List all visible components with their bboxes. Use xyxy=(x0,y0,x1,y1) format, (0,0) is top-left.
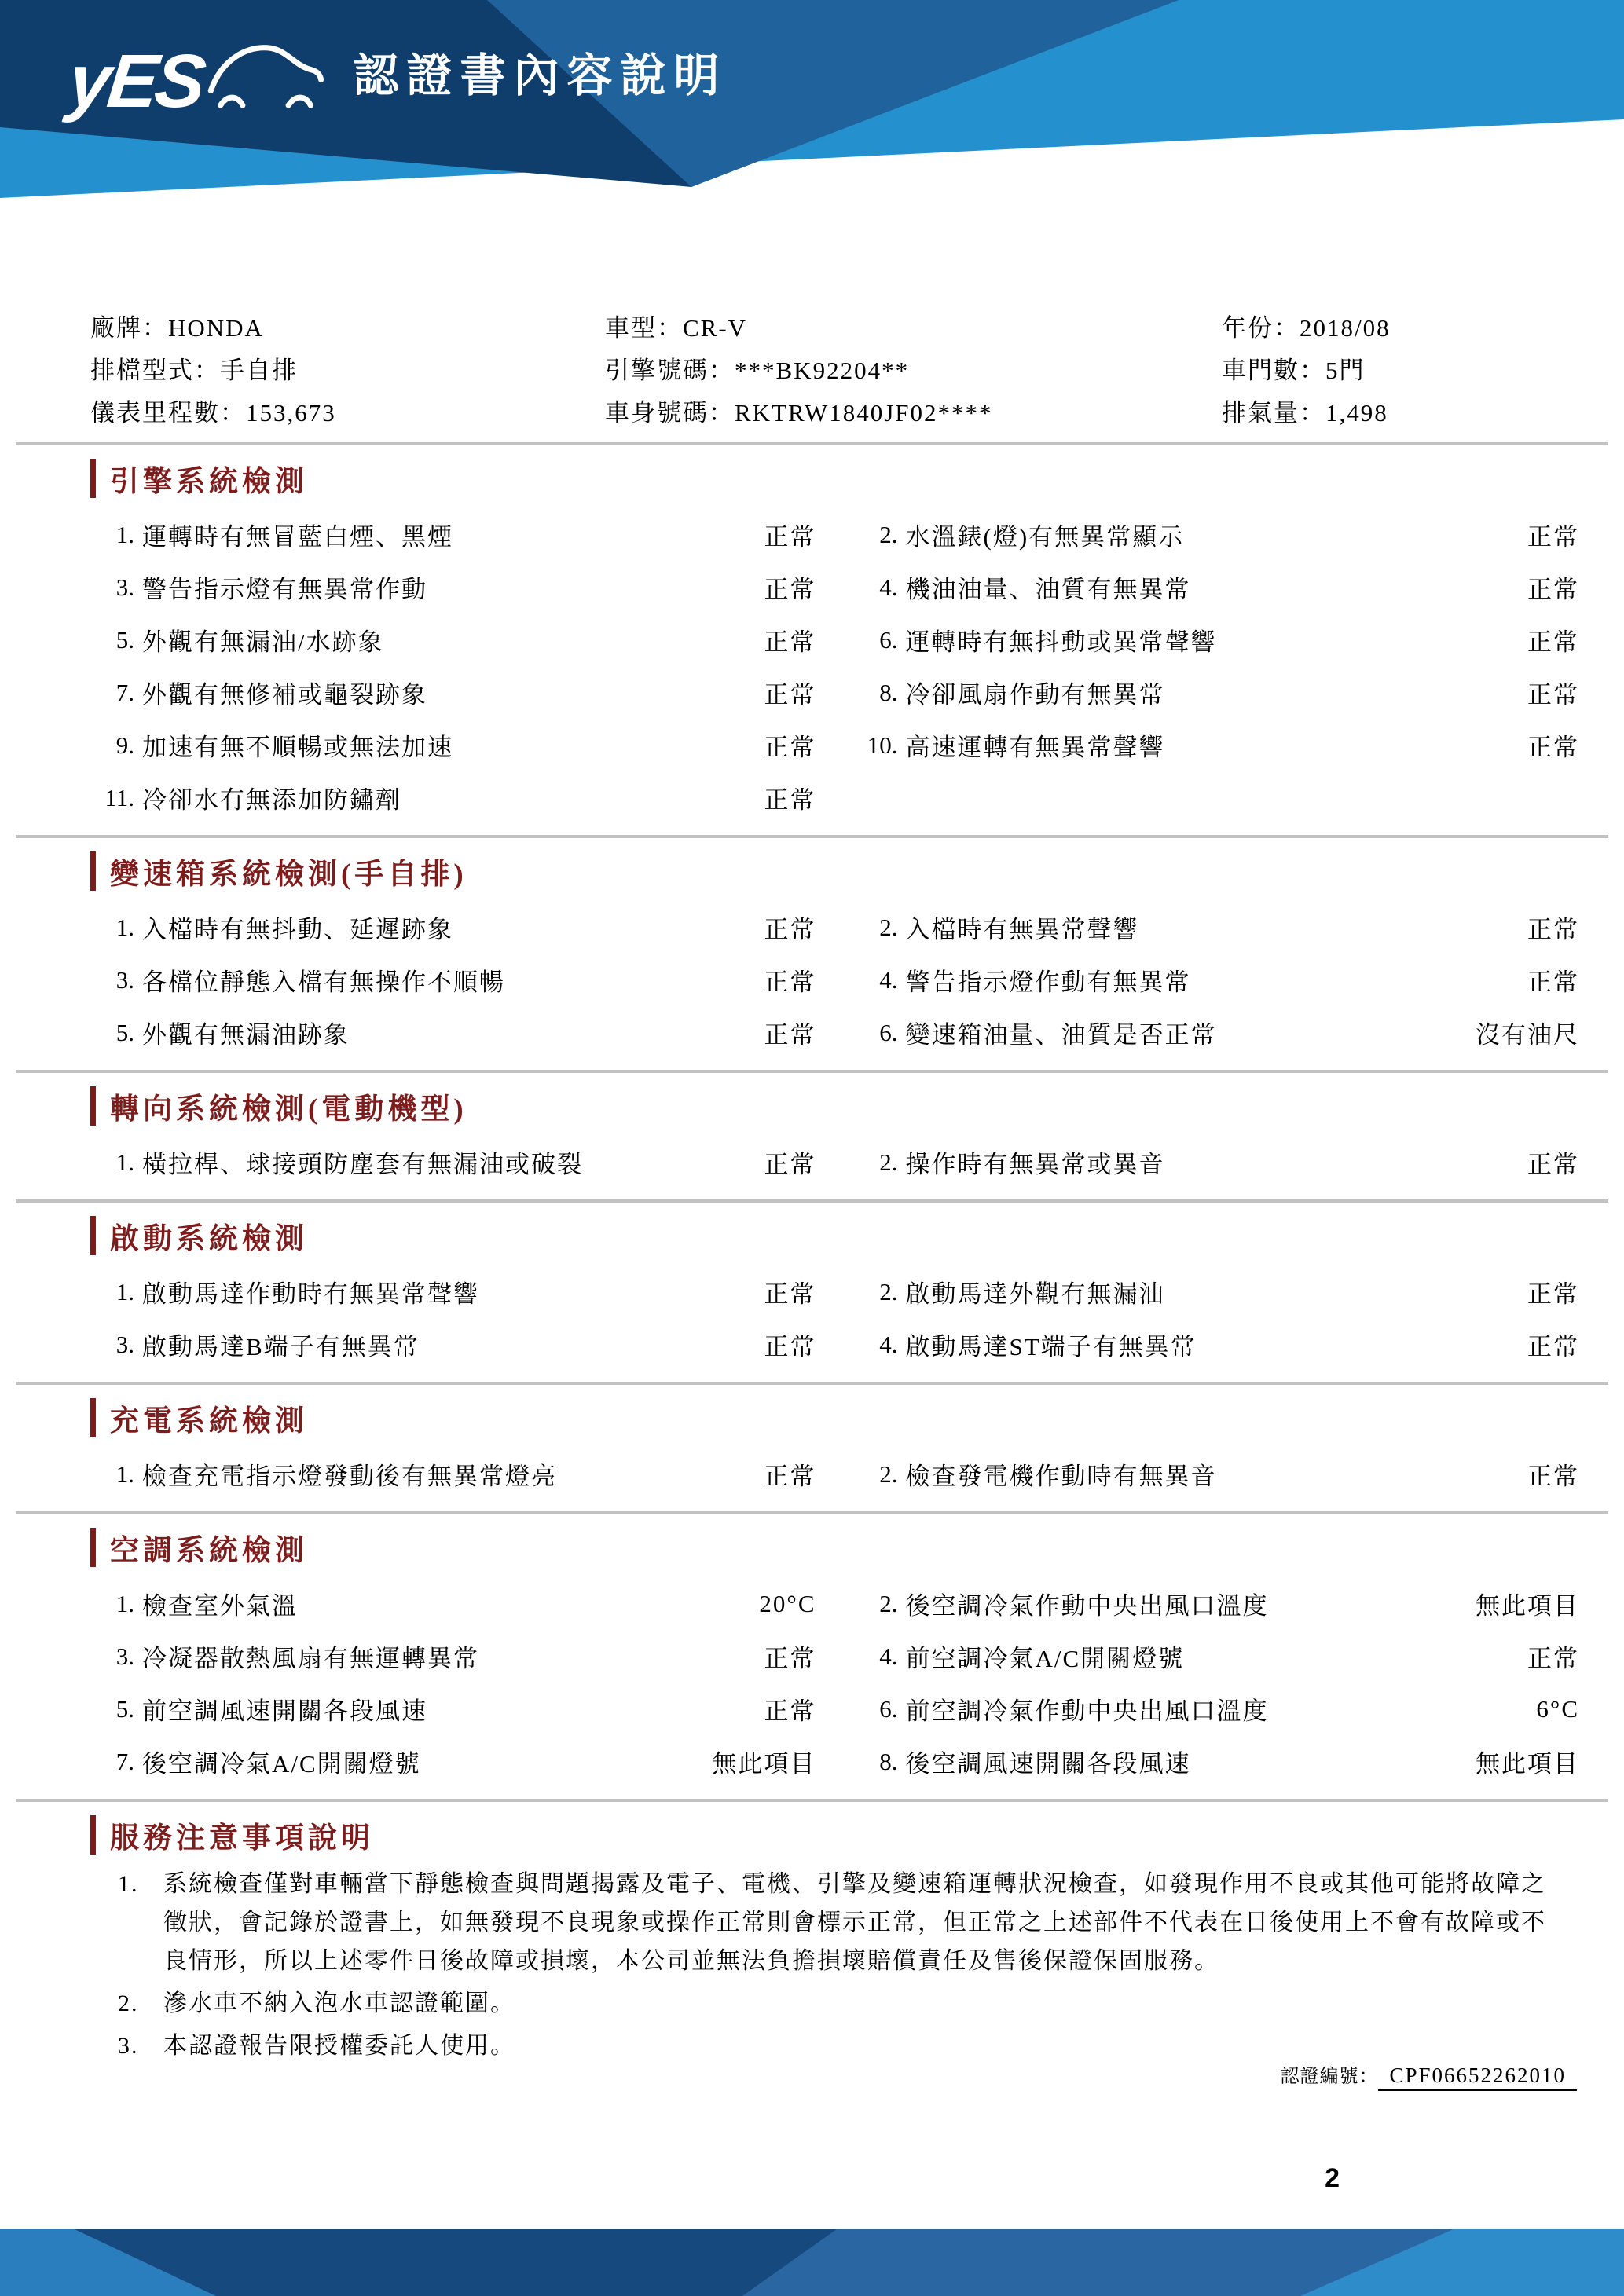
inspection-item xyxy=(854,1265,1580,1318)
item-number: 3. xyxy=(115,1642,134,1670)
item-label: 前空調風速開關各段風速 xyxy=(142,1697,427,1725)
info-field-colon: ： xyxy=(142,314,168,342)
service-notes-section xyxy=(0,1802,1624,2100)
vehicle-info-field xyxy=(90,307,605,350)
item-result: 無此項目 xyxy=(1476,1592,1579,1620)
section-header xyxy=(90,851,1579,892)
item-result: 正常 xyxy=(764,734,816,761)
section-starting xyxy=(0,1203,1624,1382)
item-number: 8. xyxy=(879,1747,898,1775)
car-outline-icon xyxy=(207,37,324,115)
note-text: 本認證報告限授權委託人使用。 xyxy=(163,2033,515,2059)
item-result: 沒有油尺 xyxy=(1476,1021,1579,1049)
item-result: 無此項目 xyxy=(712,1750,816,1778)
info-field-colon: ： xyxy=(1300,357,1325,384)
item-number: 2. xyxy=(879,520,898,548)
section-header xyxy=(90,1397,1579,1438)
item-label: 後空調冷氣A/C開關燈號 xyxy=(142,1750,421,1778)
inspection-item xyxy=(90,1735,816,1788)
vehicle-info-field xyxy=(1222,392,1579,434)
item-result: 正常 xyxy=(1527,1463,1579,1490)
inspection-item xyxy=(854,508,1580,561)
item-number: 2. xyxy=(879,1148,898,1176)
info-field-value: CR-V xyxy=(683,314,748,342)
info-field-colon: ： xyxy=(194,357,220,384)
item-label: 各檔位靜態入檔有無操作不順暢 xyxy=(142,969,505,996)
section-title-charging: 充電系統檢測 xyxy=(110,1405,308,1437)
section-accent-bar xyxy=(90,851,96,891)
inspection-item xyxy=(854,1683,1580,1735)
item-result: 無此項目 xyxy=(1476,1750,1579,1778)
inspection-item xyxy=(854,901,1580,954)
item-label: 後空調冷氣作動中央出風口溫度 xyxy=(905,1592,1269,1620)
inspection-item xyxy=(90,561,816,613)
section-header xyxy=(90,458,1579,499)
inspection-item xyxy=(90,771,816,824)
inspection-items-grid xyxy=(90,1265,1579,1371)
item-number: 2. xyxy=(879,913,898,941)
item-label: 檢查發電機作動時有無異音 xyxy=(905,1463,1217,1490)
item-number: 6. xyxy=(879,1018,898,1046)
item-result: 正常 xyxy=(1527,1280,1579,1308)
vehicle-info-field xyxy=(605,350,1222,392)
section-header xyxy=(90,1814,1579,1855)
vehicle-info-field xyxy=(605,392,1222,434)
item-result: 正常 xyxy=(1527,916,1579,943)
item-label: 運轉時有無冒藍白煙、黑煙 xyxy=(142,523,453,551)
brand-block xyxy=(64,33,728,123)
note-text: 滲水車不納入泡水車認證範圍。 xyxy=(163,1990,515,2016)
item-label: 入檔時有無抖動、延遲跡象 xyxy=(142,916,453,943)
info-field-colon: ： xyxy=(1274,314,1300,342)
vehicle-info-field xyxy=(1222,350,1579,392)
item-result: 正常 xyxy=(764,969,816,996)
inspection-item xyxy=(90,666,816,719)
inspection-item xyxy=(854,561,1580,613)
inspection-item xyxy=(854,954,1580,1006)
notes-list xyxy=(90,1865,1579,2065)
inspection-item xyxy=(90,1683,816,1735)
section-accent-bar xyxy=(90,1528,96,1567)
section-accent-bar xyxy=(90,1398,96,1437)
item-label: 操作時有無異常或異音 xyxy=(905,1151,1165,1178)
item-number: 1. xyxy=(115,1148,134,1176)
info-field-value: HONDA xyxy=(168,314,264,342)
item-number: 9. xyxy=(115,731,134,759)
item-label: 水溫錶(燈)有無異常顯示 xyxy=(905,523,1185,551)
section-title-aircon: 空調系統檢測 xyxy=(110,1535,308,1567)
inspection-item xyxy=(854,719,1580,771)
inspection-item xyxy=(90,954,816,1006)
inspection-item xyxy=(854,1630,1580,1683)
vehicle-info-field xyxy=(605,307,1222,350)
info-field-value: 1,498 xyxy=(1325,399,1388,427)
section-transmission xyxy=(0,838,1624,1070)
section-header xyxy=(90,1215,1579,1256)
section-header xyxy=(90,1527,1579,1568)
note-number: 3. xyxy=(118,2033,139,2059)
item-label: 冷卻風扇作動有無異常 xyxy=(905,681,1165,709)
item-result: 6°C xyxy=(1536,1694,1579,1723)
item-number: 1. xyxy=(115,520,134,548)
item-number: 1. xyxy=(115,1459,134,1488)
item-result: 正常 xyxy=(764,1280,816,1308)
item-number: 3. xyxy=(115,1330,134,1358)
item-result: 正常 xyxy=(764,1645,816,1672)
item-label: 運轉時有無抖動或異常聲響 xyxy=(905,628,1217,656)
item-result: 正常 xyxy=(1527,681,1579,709)
item-label: 冷卻水有無添加防鏽劑 xyxy=(142,786,401,814)
item-number: 5. xyxy=(115,625,134,654)
section-accent-bar xyxy=(90,1815,96,1855)
section-engine xyxy=(0,445,1624,835)
info-field-label: 排氣量 xyxy=(1222,399,1300,427)
item-label: 檢查室外氣溫 xyxy=(142,1592,298,1620)
item-result: 正常 xyxy=(764,628,816,656)
item-label: 啟動馬達ST端子有無異常 xyxy=(905,1333,1197,1360)
item-result: 正常 xyxy=(764,576,816,603)
info-field-value: ***BK92204** xyxy=(735,357,910,384)
item-label: 橫拉桿、球接頭防塵套有無漏油或破裂 xyxy=(142,1151,583,1178)
section-title-engine: 引擎系統檢測 xyxy=(110,466,308,498)
item-result: 正常 xyxy=(764,916,816,943)
item-number: 4. xyxy=(879,1330,898,1358)
item-number: 2. xyxy=(879,1459,898,1488)
item-label: 外觀有無漏油/水跡象 xyxy=(142,628,384,656)
item-number: 7. xyxy=(115,1747,134,1775)
item-number: 8. xyxy=(879,678,898,706)
info-field-label: 車門數 xyxy=(1222,357,1300,384)
section-title-notes: 服務注意事項說明 xyxy=(110,1822,374,1855)
inspection-item xyxy=(90,1318,816,1371)
page-title: 認證書內容說明 xyxy=(353,50,728,101)
info-field-colon: ： xyxy=(220,399,246,427)
yes-logo xyxy=(64,37,324,123)
item-result: 正常 xyxy=(764,786,816,814)
item-number: 5. xyxy=(115,1018,134,1046)
item-number: 11. xyxy=(104,783,134,811)
inspection-item xyxy=(854,613,1580,666)
item-label: 檢查充電指示燈發動後有無異常燈亮 xyxy=(142,1463,557,1490)
item-label: 警告指示燈作動有無異常 xyxy=(905,969,1191,996)
item-number: 4. xyxy=(879,965,898,994)
section-steering xyxy=(0,1073,1624,1199)
section-title-starting: 啟動系統檢測 xyxy=(110,1223,308,1255)
inspection-item xyxy=(854,1577,1580,1630)
inspection-items-grid xyxy=(90,1136,1579,1188)
item-number: 7. xyxy=(115,678,134,706)
page-footer xyxy=(0,2229,1624,2296)
inspection-item xyxy=(90,508,816,561)
section-accent-bar xyxy=(90,1216,96,1255)
section-accent-bar xyxy=(90,459,96,498)
item-label: 前空調冷氣A/C開關燈號 xyxy=(905,1645,1185,1672)
item-result: 正常 xyxy=(764,1463,816,1490)
section-title-transmission: 變速箱系統檢測(手自排) xyxy=(110,859,467,891)
info-field-label: 年份 xyxy=(1222,314,1274,342)
vehicle-info-field xyxy=(1222,307,1579,350)
inspection-item xyxy=(854,666,1580,719)
item-result: 正常 xyxy=(1527,1645,1579,1672)
inspection-item xyxy=(854,1735,1580,1788)
info-field-label: 車身號碼 xyxy=(605,399,709,427)
item-result: 正常 xyxy=(1527,1151,1579,1178)
item-result: 正常 xyxy=(1527,969,1579,996)
item-number: 2. xyxy=(879,1589,898,1617)
item-number: 1. xyxy=(115,913,134,941)
inspection-item xyxy=(90,613,816,666)
item-label: 外觀有無修補或龜裂跡象 xyxy=(142,681,427,709)
inspection-items-grid xyxy=(90,508,1579,824)
item-result: 正常 xyxy=(1527,628,1579,656)
item-result: 正常 xyxy=(764,1021,816,1049)
info-field-label: 廠牌 xyxy=(90,314,142,342)
inspection-item xyxy=(90,719,816,771)
item-label: 啟動馬達作動時有無異常聲響 xyxy=(142,1280,479,1308)
service-note xyxy=(118,1865,1579,1980)
inspection-items-grid xyxy=(90,901,1579,1059)
item-label: 機油油量、油質有無異常 xyxy=(905,576,1191,603)
item-result: 正常 xyxy=(764,1151,816,1178)
note-text: 系統檢查僅對車輛當下靜態檢查與問題揭露及電子、電機、引擎及變速箱運轉狀況檢查，如發現作用不良或其他可能將故障之徵狀，會記錄於證書上，如無發現不良現象或操作正常則會標示正常，但正常之上述部件不代表在日後使用上不會有故障或不良情形，所以上述零件日後故障或損壞，本公司並無法負擔損壞賠償責任及售後保證保固服務。 xyxy=(163,1871,1546,1974)
info-field-value: 153,673 xyxy=(246,399,336,427)
inspection-item xyxy=(90,1136,816,1188)
item-label: 前空調冷氣作動中央出風口溫度 xyxy=(905,1697,1269,1725)
section-aircon xyxy=(0,1514,1624,1799)
item-result: 正常 xyxy=(764,681,816,709)
info-field-value: 2018/08 xyxy=(1300,314,1391,342)
item-number: 2. xyxy=(879,1277,898,1305)
item-label: 啟動馬達B端子有無異常 xyxy=(142,1333,420,1360)
info-field-value: RKTRW1840JF02**** xyxy=(735,399,993,427)
inspection-item xyxy=(854,1136,1580,1188)
item-number: 3. xyxy=(115,573,134,601)
cert-number-label: 認證編號： xyxy=(1280,2067,1379,2087)
inspection-item xyxy=(90,1577,816,1630)
item-number: 4. xyxy=(879,1642,898,1670)
page-number: 2 xyxy=(1325,2163,1340,2193)
note-number: 1. xyxy=(118,1871,139,1897)
item-label: 啟動馬達外觀有無漏油 xyxy=(905,1280,1165,1308)
item-result: 正常 xyxy=(1527,734,1579,761)
cert-number-value: CPF06652262010 xyxy=(1378,2063,1577,2091)
info-field-label: 引擎號碼 xyxy=(605,357,709,384)
page-header xyxy=(0,0,1624,314)
info-field-label: 排檔型式 xyxy=(90,357,194,384)
inspection-item xyxy=(854,1006,1580,1059)
footer-graphic xyxy=(0,2229,1624,2296)
yes-logo-text: yES xyxy=(64,38,207,123)
certification-number xyxy=(1280,2060,1577,2088)
info-field-colon: ： xyxy=(709,399,735,427)
item-number: 6. xyxy=(879,625,898,654)
item-number: 1. xyxy=(115,1589,134,1617)
inspection-item xyxy=(90,1265,816,1318)
item-result: 正常 xyxy=(1527,576,1579,603)
section-accent-bar xyxy=(90,1086,96,1126)
item-result: 正常 xyxy=(1527,1333,1579,1360)
section-header xyxy=(90,1086,1579,1126)
item-number: 5. xyxy=(115,1694,134,1723)
info-field-colon: ： xyxy=(657,314,683,342)
inspection-sections xyxy=(0,445,1624,1802)
inspection-item xyxy=(90,1448,816,1500)
vehicle-info-grid xyxy=(0,302,1624,442)
item-label: 警告指示燈有無異常作動 xyxy=(142,576,427,603)
inspection-items-grid xyxy=(90,1577,1579,1788)
item-result: 正常 xyxy=(1527,523,1579,551)
report-body xyxy=(0,302,1624,2100)
item-result: 20°C xyxy=(759,1589,816,1617)
item-result: 正常 xyxy=(764,1333,816,1360)
info-field-value: 手自排 xyxy=(220,357,298,384)
info-field-label: 儀表里程數 xyxy=(90,399,220,427)
service-note xyxy=(118,1984,1579,2023)
item-number: 4. xyxy=(879,573,898,601)
item-number: 6. xyxy=(879,1694,898,1723)
inspection-item xyxy=(90,901,816,954)
vehicle-info-section xyxy=(0,302,1624,442)
inspection-item xyxy=(90,1006,816,1059)
item-number: 10. xyxy=(867,731,898,759)
inspection-item xyxy=(854,1318,1580,1371)
info-field-value: 5門 xyxy=(1325,357,1366,384)
service-note xyxy=(118,2027,1579,2065)
item-label: 入檔時有無異常聲響 xyxy=(905,916,1139,943)
inspection-items-grid xyxy=(90,1448,1579,1500)
item-label: 冷凝器散熱風扇有無運轉異常 xyxy=(142,1645,479,1672)
info-field-colon: ： xyxy=(1300,399,1325,427)
item-result: 正常 xyxy=(764,523,816,551)
section-title-steering: 轉向系統檢測(電動機型) xyxy=(110,1093,467,1126)
item-number: 3. xyxy=(115,965,134,994)
inspection-item xyxy=(90,1630,816,1683)
item-label: 外觀有無漏油跡象 xyxy=(142,1021,350,1049)
item-label: 後空調風速開關各段風速 xyxy=(905,1750,1191,1778)
note-number: 2. xyxy=(118,1990,139,2016)
item-label: 變速箱油量、油質是否正常 xyxy=(905,1021,1217,1049)
vehicle-info-field xyxy=(90,392,605,434)
info-field-label: 車型 xyxy=(605,314,657,342)
inspection-item xyxy=(854,1448,1580,1500)
info-field-colon: ： xyxy=(709,357,735,384)
item-number: 1. xyxy=(115,1277,134,1305)
item-label: 加速有無不順暢或無法加速 xyxy=(142,734,453,761)
item-result: 正常 xyxy=(764,1697,816,1725)
vehicle-info-field xyxy=(90,350,605,392)
section-charging xyxy=(0,1385,1624,1511)
item-label: 高速運轉有無異常聲響 xyxy=(905,734,1165,761)
